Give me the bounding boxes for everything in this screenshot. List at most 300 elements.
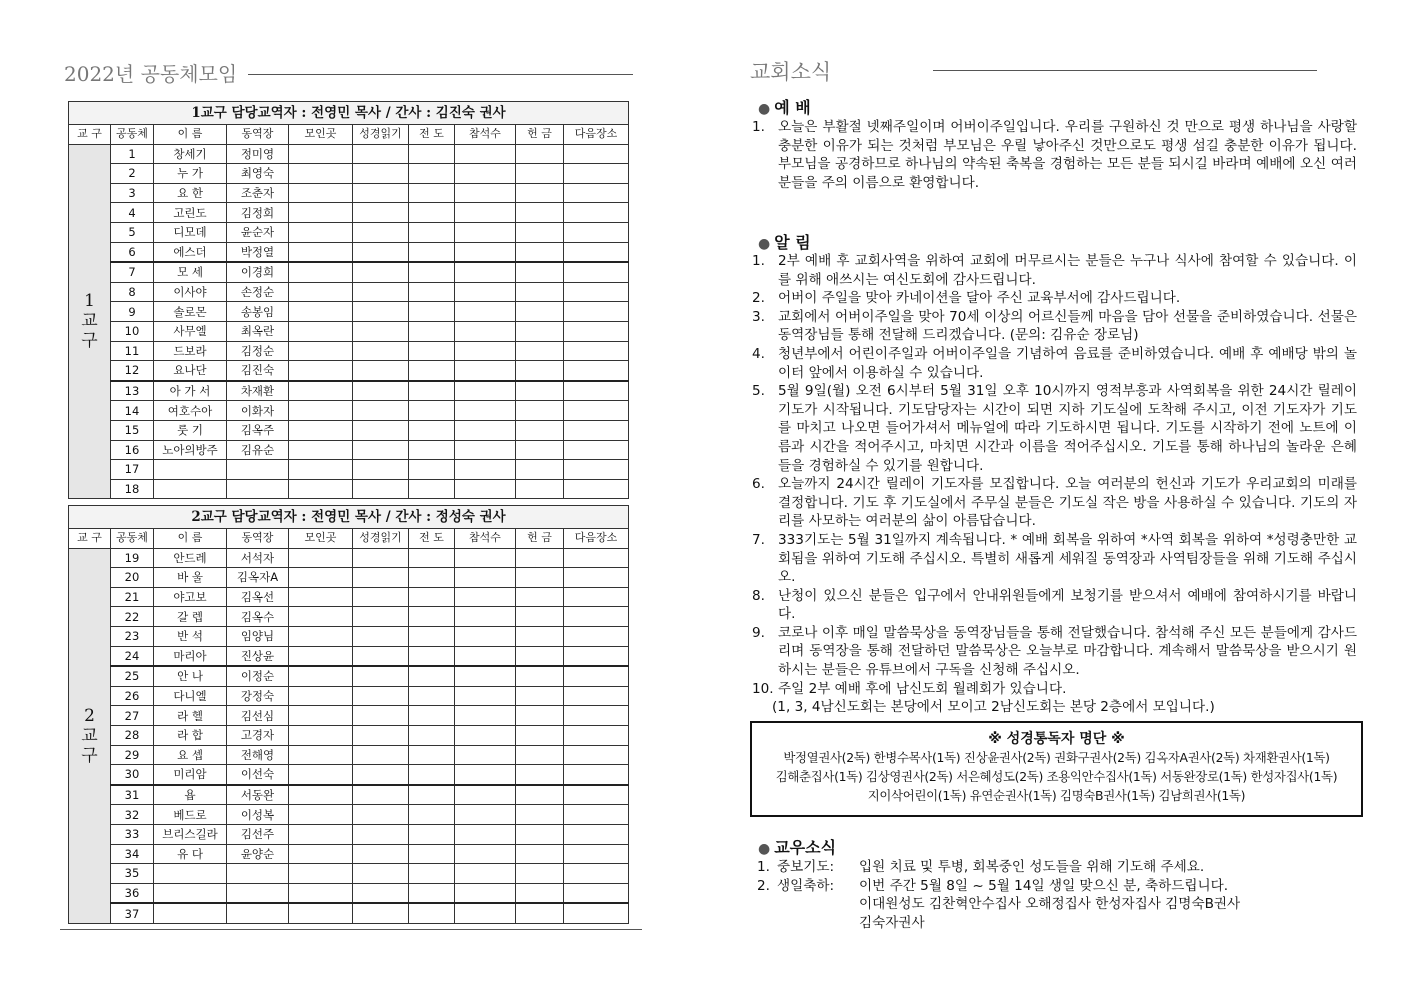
- blank-cell: [289, 341, 353, 361]
- list-item: [752, 252, 1357, 289]
- blank-cell: [564, 824, 629, 844]
- community-name: 욥: [154, 785, 227, 805]
- blank-cell: [455, 203, 516, 223]
- blank-cell: [455, 903, 516, 923]
- community-name: 사무엘: [154, 321, 227, 341]
- community-number: 14: [111, 401, 154, 421]
- column-header: 전 도: [409, 125, 455, 145]
- blank-cell: [564, 144, 629, 164]
- left-page-title: 2022년 공동체모임: [64, 62, 238, 86]
- blank-cell: [409, 666, 455, 686]
- community-name: 미리암: [154, 765, 227, 785]
- blank-cell: [353, 626, 409, 646]
- right-page-title: 교회소식: [750, 60, 832, 84]
- column-header: 공동체: [111, 529, 154, 549]
- blank-cell: [353, 765, 409, 785]
- table-row: [69, 144, 629, 164]
- community-name: 요 한: [154, 183, 227, 203]
- blank-cell: [564, 460, 629, 480]
- blank-cell: [516, 222, 564, 242]
- blank-cell: [353, 785, 409, 805]
- list-item: [752, 624, 1357, 680]
- table-row: [69, 381, 629, 401]
- leader-name: 김옥주: [227, 420, 289, 440]
- table-row: [69, 785, 629, 805]
- community-name: 디모데: [154, 222, 227, 242]
- blank-cell: [455, 401, 516, 421]
- community-number: 17: [111, 460, 154, 480]
- community-name: 라 헬: [154, 706, 227, 726]
- blank-cell: [516, 361, 564, 381]
- district-label: 1 교 구: [69, 144, 111, 499]
- blank-cell: [289, 420, 353, 440]
- item-number: 3.: [752, 308, 765, 325]
- blank-cell: [289, 883, 353, 903]
- blank-cell: [564, 262, 629, 282]
- blank-cell: [409, 164, 455, 184]
- community-name: 에스더: [154, 242, 227, 262]
- blank-cell: [289, 706, 353, 726]
- leader-name: [227, 479, 289, 499]
- blank-cell: [289, 666, 353, 686]
- blank-cell: [564, 607, 629, 627]
- blank-cell: [455, 646, 516, 666]
- blank-cell: [455, 164, 516, 184]
- blank-cell: [409, 903, 455, 923]
- blank-cell: [353, 568, 409, 588]
- blank-cell: [564, 903, 629, 923]
- blank-cell: [289, 381, 353, 401]
- blank-cell: [289, 824, 353, 844]
- leader-name: 이화자: [227, 401, 289, 421]
- blank-cell: [289, 548, 353, 568]
- blank-cell: [564, 646, 629, 666]
- community-number: 23: [111, 626, 154, 646]
- community-name: 솔로몬: [154, 302, 227, 322]
- list-item: [752, 680, 1357, 699]
- item-number: 9.: [752, 624, 765, 641]
- table-row: [69, 587, 629, 607]
- community-number: 33: [111, 824, 154, 844]
- blank-cell: [564, 321, 629, 341]
- leader-name: 이정순: [227, 666, 289, 686]
- blank-cell: [353, 302, 409, 322]
- community-number: 4: [111, 203, 154, 223]
- table-row: [69, 361, 629, 381]
- community-name: 창세기: [154, 144, 227, 164]
- blank-cell: [564, 666, 629, 686]
- leader-name: 조춘자: [227, 183, 289, 203]
- blank-cell: [409, 401, 455, 421]
- blank-cell: [353, 420, 409, 440]
- blank-cell: [455, 183, 516, 203]
- community-number: 15: [111, 420, 154, 440]
- list-item: [752, 531, 1357, 587]
- community-name: 고린도: [154, 203, 227, 223]
- bible-readers-line: 지이삭어린이(1독) 유연순권사(1독) 김명숙B권사(1독) 김남희권사(1독): [867, 788, 1246, 803]
- community-name: 유 다: [154, 844, 227, 864]
- community-name: 요 셉: [154, 745, 227, 765]
- blank-cell: [455, 548, 516, 568]
- blank-cell: [455, 381, 516, 401]
- community-number: 27: [111, 706, 154, 726]
- column-header: 참석수: [455, 529, 516, 549]
- column-header: 다음장소: [564, 125, 629, 145]
- item-number: 7.: [752, 531, 765, 548]
- table-row: [69, 479, 629, 499]
- blank-cell: [289, 646, 353, 666]
- list-item: [752, 118, 1357, 192]
- blank-cell: [353, 548, 409, 568]
- leader-name: 이경희: [227, 262, 289, 282]
- column-header: 공동체: [111, 125, 154, 145]
- community-number: 6: [111, 242, 154, 262]
- blank-cell: [353, 203, 409, 223]
- table-row: [69, 883, 629, 903]
- table-row: [69, 706, 629, 726]
- blank-cell: [564, 626, 629, 646]
- column-header: 이 름: [154, 529, 227, 549]
- community-name: 브리스길라: [154, 824, 227, 844]
- district-label: 2 교 구: [69, 548, 111, 923]
- blank-cell: [564, 203, 629, 223]
- community-name: [154, 460, 227, 480]
- blank-cell: [353, 460, 409, 480]
- community-number: 19: [111, 548, 154, 568]
- blank-cell: [409, 262, 455, 282]
- leader-name: [227, 903, 289, 923]
- community-number: 29: [111, 745, 154, 765]
- community-name: [154, 864, 227, 884]
- blank-cell: [353, 587, 409, 607]
- community-number: 11: [111, 341, 154, 361]
- column-header: 이 름: [154, 125, 227, 145]
- blank-cell: [353, 183, 409, 203]
- blank-cell: [289, 262, 353, 282]
- table-row: [69, 164, 629, 184]
- blank-cell: [516, 144, 564, 164]
- blank-cell: [455, 568, 516, 588]
- blank-cell: [516, 282, 564, 302]
- table-row: [69, 666, 629, 686]
- blank-cell: [409, 460, 455, 480]
- blank-cell: [455, 607, 516, 627]
- blank-cell: [289, 745, 353, 765]
- blank-cell: [516, 745, 564, 765]
- bullet-icon: ●: [758, 841, 771, 857]
- community-name: 누 가: [154, 164, 227, 184]
- notice-subnote: (1, 3, 4남신도회는 본당에서 모이고 2남신도회는 본당 2층에서 모입니다.): [772, 699, 1215, 716]
- blank-cell: [455, 666, 516, 686]
- blank-cell: [516, 203, 564, 223]
- blank-cell: [289, 805, 353, 825]
- blank-cell: [353, 222, 409, 242]
- table-row: [69, 646, 629, 666]
- blank-cell: [455, 626, 516, 646]
- table-row: [69, 460, 629, 480]
- title-divider: [248, 74, 633, 75]
- blank-cell: [353, 381, 409, 401]
- blank-cell: [289, 785, 353, 805]
- community-name: 바 울: [154, 568, 227, 588]
- community-number: 13: [111, 381, 154, 401]
- community-number: 25: [111, 666, 154, 686]
- column-header: 헌 금: [516, 529, 564, 549]
- blank-cell: [409, 607, 455, 627]
- community-number: 37: [111, 903, 154, 923]
- table-row: [69, 341, 629, 361]
- community-number: 10: [111, 321, 154, 341]
- blank-cell: [289, 164, 353, 184]
- right-title-divider: [933, 70, 1317, 71]
- blank-cell: [409, 479, 455, 499]
- blank-cell: [409, 626, 455, 646]
- blank-cell: [289, 282, 353, 302]
- blank-cell: [409, 144, 455, 164]
- blank-cell: [353, 361, 409, 381]
- blank-cell: [564, 785, 629, 805]
- leader-name: 박정열: [227, 242, 289, 262]
- blank-cell: [516, 686, 564, 706]
- community-name: 룻 기: [154, 420, 227, 440]
- column-header: 헌 금: [516, 125, 564, 145]
- blank-cell: [353, 646, 409, 666]
- blank-cell: [409, 646, 455, 666]
- blank-cell: [409, 548, 455, 568]
- blank-cell: [409, 864, 455, 884]
- blank-cell: [516, 302, 564, 322]
- blank-cell: [409, 785, 455, 805]
- blank-cell: [516, 785, 564, 805]
- blank-cell: [353, 607, 409, 627]
- item-number: 2.: [752, 290, 765, 307]
- community-number: 34: [111, 844, 154, 864]
- list-item: [752, 345, 1357, 382]
- notices-list: [752, 252, 1357, 717]
- blank-cell: [564, 302, 629, 322]
- table-row: [69, 745, 629, 765]
- member-news-list: [757, 858, 1357, 932]
- leader-name: 손정순: [227, 282, 289, 302]
- blank-cell: [455, 765, 516, 785]
- item-number: 4.: [752, 345, 765, 362]
- item-number: 1.: [752, 253, 765, 269]
- list-item: [752, 587, 1357, 624]
- blank-cell: [409, 765, 455, 785]
- blank-cell: [564, 864, 629, 884]
- column-header: 전 도: [409, 529, 455, 549]
- blank-cell: [455, 460, 516, 480]
- list-item: [752, 382, 1357, 475]
- item-text: 333기도는 5월 31일까지 계속됩니다. * 예배 회복을 위하여 *사역 회복을 위하여 *성령충만한 교회됨을 위하여 기도해 주십시오. 특별히 새롭게 세워질 동역장과 사역팀장들을 위해 기도해 주십시오.: [778, 531, 1357, 586]
- blank-cell: [564, 883, 629, 903]
- community-number: 35: [111, 864, 154, 884]
- community-name: 안드레: [154, 548, 227, 568]
- community-name: 안 나: [154, 666, 227, 686]
- table-row: [69, 302, 629, 322]
- table-row: [69, 321, 629, 341]
- blank-cell: [289, 401, 353, 421]
- blank-cell: [289, 903, 353, 923]
- blank-cell: [516, 824, 564, 844]
- blank-cell: [455, 262, 516, 282]
- table-row: [69, 282, 629, 302]
- blank-cell: [409, 361, 455, 381]
- blank-cell: [516, 262, 564, 282]
- blank-cell: [455, 282, 516, 302]
- table-row: [69, 903, 629, 923]
- item-text: 교회에서 어버이주일을 맞아 70세 이상의 어르신들께 마음을 담아 선물을 준비하였습니다. 선물은 동역장님들 통해 전달해 드리겠습니다. (문의: 김유순 장로님): [778, 308, 1357, 344]
- bible-readers-box: [750, 721, 1363, 817]
- blank-cell: [289, 302, 353, 322]
- community-name: [154, 883, 227, 903]
- worship-heading: ● 예 배: [758, 98, 811, 117]
- table-row: [69, 222, 629, 242]
- table-row: [69, 824, 629, 844]
- blank-cell: [353, 144, 409, 164]
- column-header: 모인곳: [289, 529, 353, 549]
- bullet-icon: ●: [758, 101, 771, 117]
- blank-cell: [455, 824, 516, 844]
- blank-cell: [289, 440, 353, 460]
- blank-cell: [564, 706, 629, 726]
- blank-cell: [289, 587, 353, 607]
- community-number: 22: [111, 607, 154, 627]
- blank-cell: [455, 242, 516, 262]
- community-name: 모 세: [154, 262, 227, 282]
- blank-cell: [409, 222, 455, 242]
- blank-cell: [516, 381, 564, 401]
- community-number: 21: [111, 587, 154, 607]
- blank-cell: [516, 587, 564, 607]
- community-number: 1: [111, 144, 154, 164]
- table-row: [69, 262, 629, 282]
- blank-cell: [516, 765, 564, 785]
- blank-cell: [564, 568, 629, 588]
- blank-cell: [455, 706, 516, 726]
- blank-cell: [353, 341, 409, 361]
- item-text: 청년부에서 어린이주일과 어버이주일을 기념하여 음료를 준비하였습니다. 예배 후 예배당 밖의 놀이터 앞에서 이용하실 수 있습니다.: [778, 345, 1357, 381]
- blank-cell: [455, 420, 516, 440]
- table-row: [69, 765, 629, 785]
- blank-cell: [289, 203, 353, 223]
- district2-table: [68, 505, 629, 924]
- blank-cell: [516, 805, 564, 825]
- leader-name: 정미영: [227, 144, 289, 164]
- table-row: [69, 440, 629, 460]
- leader-name: 김옥선: [227, 587, 289, 607]
- leader-name: 김유순: [227, 440, 289, 460]
- blank-cell: [564, 282, 629, 302]
- blank-cell: [564, 164, 629, 184]
- community-name: 드보라: [154, 341, 227, 361]
- bible-readers-title: ※ 성경통독자 명단 ※: [988, 731, 1125, 747]
- list-item: 1. 중보기도: 입원 치료 및 투병, 회복중인 성도들을 위해 기도해 주세요.: [757, 859, 1205, 875]
- blank-cell: [289, 844, 353, 864]
- blank-cell: [353, 282, 409, 302]
- table-row: [69, 568, 629, 588]
- blank-cell: [516, 164, 564, 184]
- leader-name: 진상윤: [227, 646, 289, 666]
- leader-name: 차재환: [227, 381, 289, 401]
- community-number: 28: [111, 725, 154, 745]
- blank-cell: [353, 883, 409, 903]
- community-number: 20: [111, 568, 154, 588]
- blank-cell: [409, 805, 455, 825]
- community-name: 갈 렙: [154, 607, 227, 627]
- blank-cell: [455, 302, 516, 322]
- blank-cell: [289, 725, 353, 745]
- community-number: 24: [111, 646, 154, 666]
- leader-name: 윤순자: [227, 222, 289, 242]
- community-name: 라 합: [154, 725, 227, 745]
- blank-cell: [353, 844, 409, 864]
- column-header: 교 구: [69, 125, 111, 145]
- blank-cell: [289, 568, 353, 588]
- blank-cell: [289, 765, 353, 785]
- leader-name: 서동완: [227, 785, 289, 805]
- district1-table: [68, 101, 629, 499]
- worship-list: [752, 118, 1357, 192]
- blank-cell: [353, 725, 409, 745]
- blank-cell: [353, 401, 409, 421]
- list-item: [757, 914, 1357, 933]
- community-name: 반 석: [154, 626, 227, 646]
- item-number: 6.: [752, 476, 765, 493]
- bullet-icon: ●: [758, 236, 771, 252]
- blank-cell: [516, 864, 564, 884]
- leader-name: 김옥수: [227, 607, 289, 627]
- district1-title: 1교구 담당교역자 : 전영민 목사 / 간사 : 김진숙 권사: [69, 102, 629, 125]
- table-row: [69, 805, 629, 825]
- blank-cell: [455, 361, 516, 381]
- blank-cell: [289, 686, 353, 706]
- blank-cell: [455, 686, 516, 706]
- community-number: 3: [111, 183, 154, 203]
- blank-cell: [516, 626, 564, 646]
- blank-cell: [455, 805, 516, 825]
- community-number: 30: [111, 765, 154, 785]
- blank-cell: [289, 460, 353, 480]
- blank-cell: [564, 222, 629, 242]
- community-name: 야고보: [154, 587, 227, 607]
- blank-cell: [353, 321, 409, 341]
- table-row: [69, 401, 629, 421]
- blank-cell: [409, 341, 455, 361]
- blank-cell: [353, 745, 409, 765]
- leader-name: 윤양순: [227, 844, 289, 864]
- blank-cell: [516, 460, 564, 480]
- list-item: 2. 생일축하: 이번 주간 5월 8일 ~ 5월 14일 생일 맞으신 분, 축하드립니다.: [757, 877, 1229, 894]
- table-row: [69, 607, 629, 627]
- leader-name: [227, 460, 289, 480]
- blank-cell: [564, 341, 629, 361]
- blank-cell: [289, 242, 353, 262]
- leader-name: 전해영: [227, 745, 289, 765]
- blank-cell: [289, 183, 353, 203]
- blank-cell: [353, 164, 409, 184]
- blank-cell: [409, 824, 455, 844]
- blank-cell: [409, 242, 455, 262]
- item-text: 어버이 주일을 맞아 카네이션을 달아 주신 교육부서에 감사드립니다.: [778, 290, 1181, 307]
- blank-cell: [455, 844, 516, 864]
- leader-name: 김선주: [227, 824, 289, 844]
- leader-name: 김옥자A: [227, 568, 289, 588]
- column-header: 성경읽기: [353, 529, 409, 549]
- community-name: 여호수아: [154, 401, 227, 421]
- community-number: 16: [111, 440, 154, 460]
- blank-cell: [455, 440, 516, 460]
